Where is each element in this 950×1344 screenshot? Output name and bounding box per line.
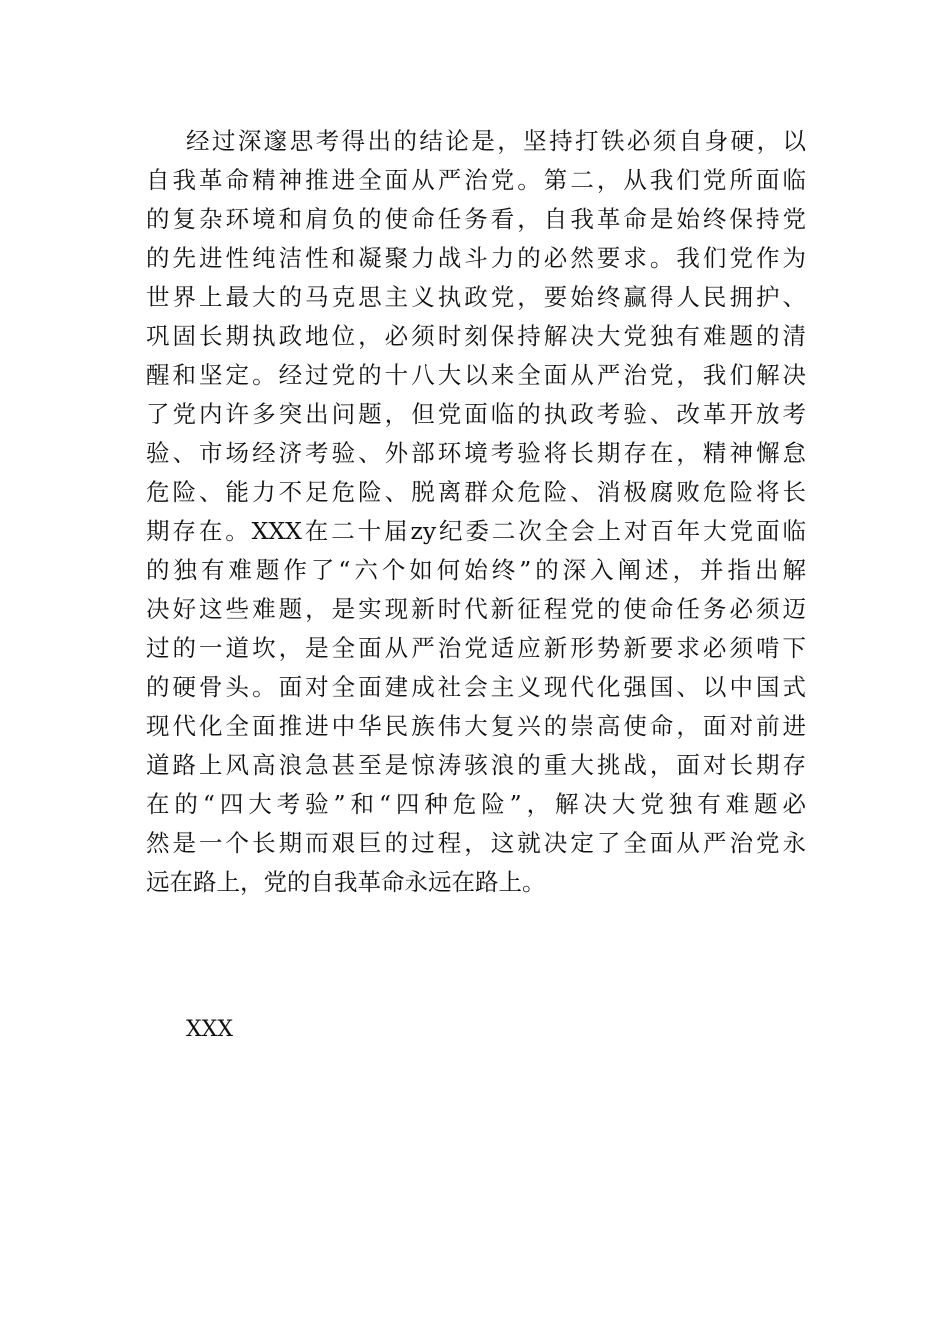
signature: XXX: [186, 1017, 233, 1042]
body-paragraph: [146, 122, 806, 902]
paragraph-line-17: 道路上风高浪急甚至是惊涛骇浪的重大挑战，面对长期存: [146, 751, 806, 779]
paragraph-line-3: 的复杂环境和肩负的使命任务看，自我革命是始终保持党: [146, 205, 806, 233]
paragraph-line-19: 然是一个长期而艰巨的过程，这就决定了全面从严治党永: [146, 829, 806, 857]
paragraph-line-15: 的硬骨头。面对全面建成社会主义现代化强国、以中国式: [146, 673, 806, 701]
paragraph-line-8: 了党内许多突出问题，但党面临的执政考验、改革开放考: [146, 400, 806, 428]
paragraph-line-1: 经过深邃思考得出的结论是，坚持打铁必须自身硬，以: [186, 127, 806, 155]
paragraph-line-7: 醒和坚定。经过党的十八大以来全面从严治党，我们解决: [146, 361, 806, 389]
paragraph-line-6: 巩固长期执政地位，必须时刻保持解决大党独有难题的清: [146, 322, 806, 350]
paragraph-line-2: 自我革命精神推进全面从严治党。第二，从我们党所面临: [146, 166, 806, 194]
paragraph-line-11: 期存在。XXX在二十届zy纪委二次全会上对百年大党面临: [146, 517, 806, 545]
paragraph-line-14: 过的一道坎，是全面从严治党适应新形势新要求必须啃下: [146, 634, 806, 662]
paragraph-line-16: 现代化全面推进中华民族伟大复兴的崇高使命，面对前进: [146, 712, 806, 740]
paragraph-line-18: 在的“四大考验”和“四种危险”，解决大党独有难题必: [146, 790, 806, 818]
paragraph-line-10: 危险、能力不足危险、脱离群众危险、消极腐败危险将长: [146, 478, 806, 506]
paragraph-line-9: 验、市场经济考验、外部环境考验将长期存在，精神懈怠: [146, 439, 806, 467]
paragraph-line-13: 决好这些难题，是实现新时代新征程党的使命任务必须迈: [146, 595, 806, 623]
paragraph-line-12: 的独有难题作了“六个如何始终”的深入阐述，并指出解: [146, 556, 806, 584]
paragraph-line-5: 世界上最大的马克思主义执政党，要始终赢得人民拥护、: [146, 283, 806, 311]
paragraph-line-4: 的先进性纯洁性和凝聚力战斗力的必然要求。我们党作为: [146, 244, 806, 272]
paragraph-line-20: 远在路上，党的自我革命永远在路上。: [146, 868, 546, 896]
